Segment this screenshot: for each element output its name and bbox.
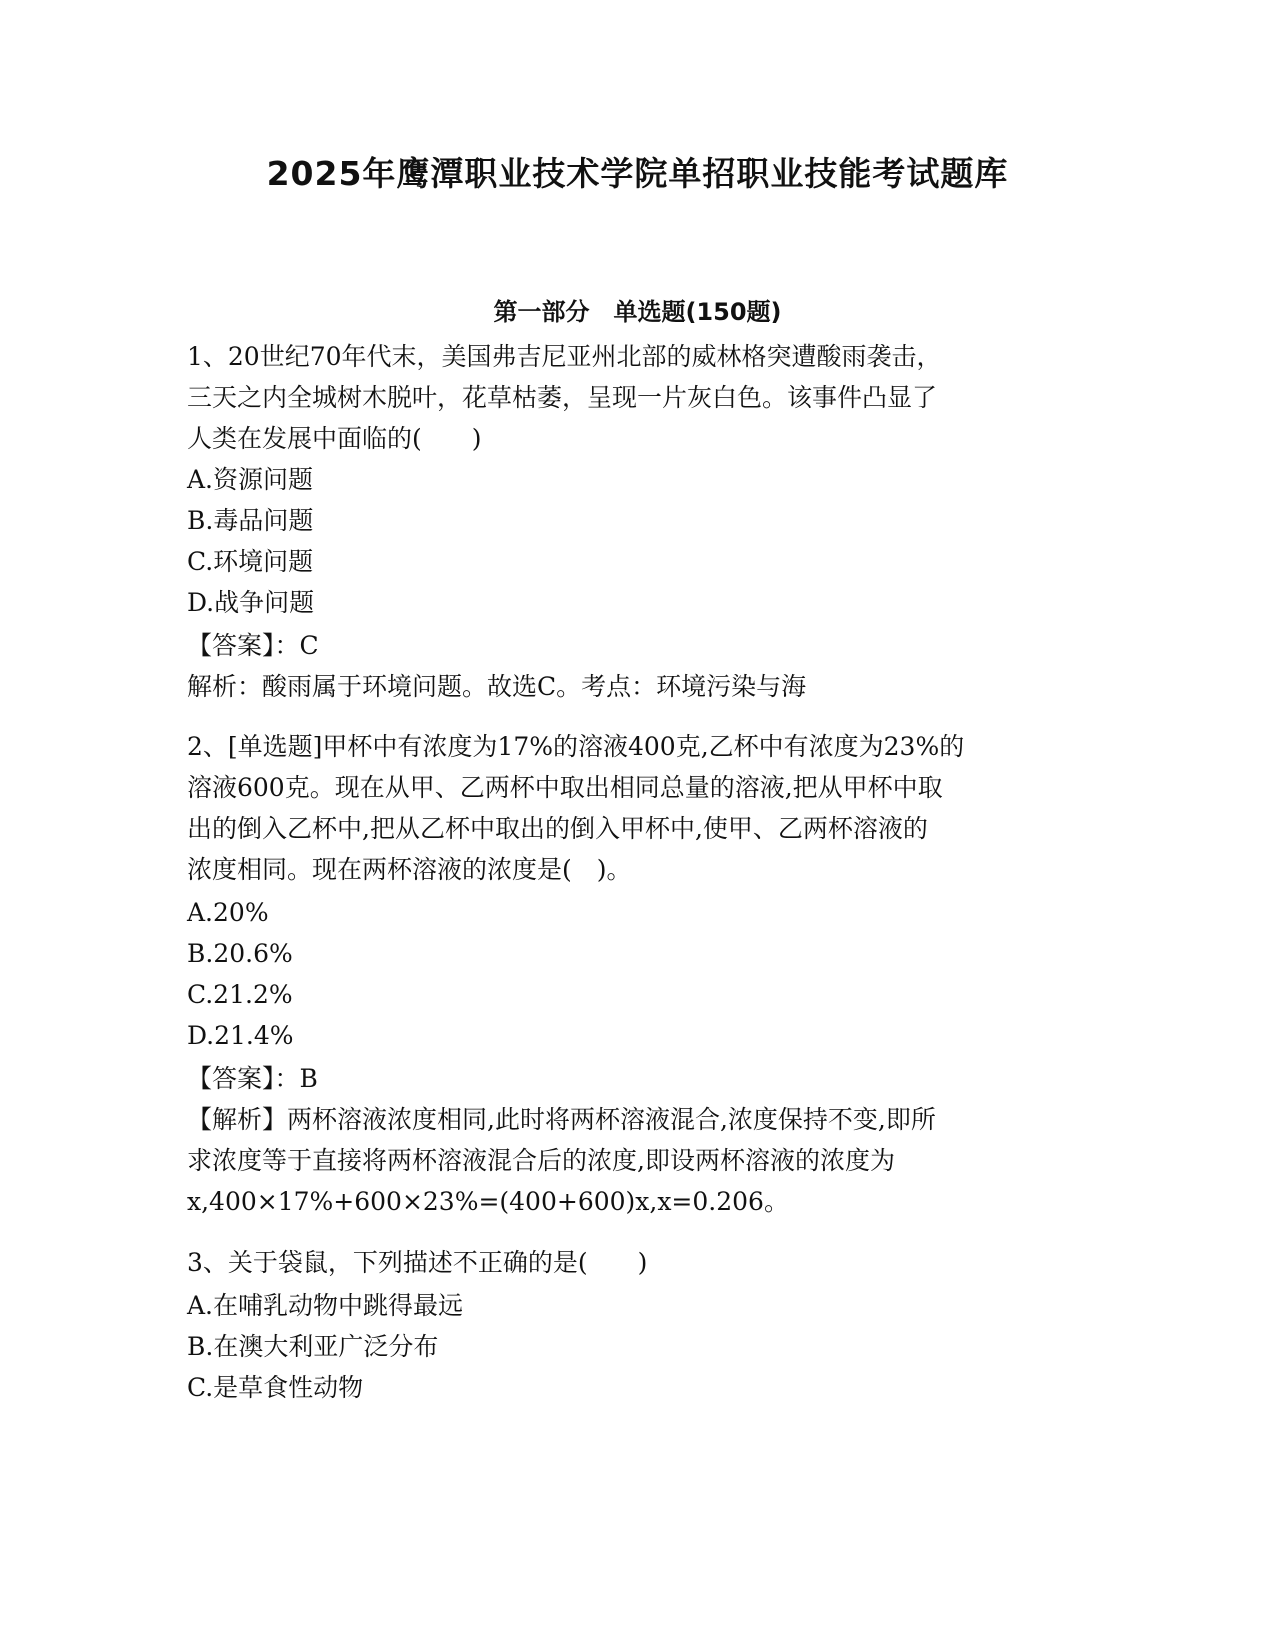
question-2-analysis-line: 【解析】两杯溶液浓度相同,此时将两杯溶液混合,浓度保持不变,即所: [187, 1105, 936, 1134]
question-3-stem-line: 3、关于袋鼠，下列描述不正确的是( ): [187, 1248, 648, 1277]
question-1-option-c: C.环境问题: [187, 547, 314, 576]
question-2-stem-line: 出的倒入乙杯中,把从乙杯中取出的倒入甲杯中,使甲、乙两杯溶液的: [187, 814, 928, 843]
question-3-option-b: B.在澳大利亚广泛分布: [187, 1332, 439, 1361]
question-2-answer: 【答案】：B: [187, 1064, 318, 1093]
question-1-stem-line: 三天之内全城树木脱叶，花草枯萎，呈现一片灰白色。该事件凸显了: [187, 383, 938, 412]
question-2-option-b: B.20.6%: [187, 939, 293, 968]
question-2-stem-line: 2、[单选题]甲杯中有浓度为17%的溶液400克,乙杯中有浓度为23%的: [187, 732, 965, 761]
question-1-option-b: B.毒品问题: [187, 506, 314, 535]
question-2-option-c: C.21.2%: [187, 980, 293, 1009]
question-2-stem-line: 溶液600克。现在从甲、乙两杯中取出相同总量的溶液,把从甲杯中取: [187, 773, 943, 802]
question-1-option-d: D.战争问题: [187, 588, 315, 617]
question-1-answer: 【答案】：C: [187, 631, 319, 660]
question-2-analysis-line: x,400×17%+600×23%=(400+600)x,x=0.206。: [187, 1187, 789, 1216]
document-title: 2025年鹰潭职业技术学院单招职业技能考试题库: [266, 154, 1009, 193]
question-1-stem-line: 人类在发展中面临的( ): [187, 424, 482, 453]
question-3-option-a: A.在哺乳动物中跳得最远: [187, 1291, 464, 1320]
question-2-stem-line: 浓度相同。现在两杯溶液的浓度是( )。: [187, 855, 632, 884]
question-2-analysis-line: 求浓度等于直接将两杯溶液混合后的浓度,即设两杯溶液的浓度为: [187, 1146, 895, 1175]
question-1-stem-line: 1、20世纪70年代末，美国弗吉尼亚州北部的威林格突遭酸雨袭击，: [187, 342, 942, 371]
question-1-analysis: 解析：酸雨属于环境问题。故选C。考点：环境污染与海: [187, 672, 807, 701]
question-2-option-a: A.20%: [187, 898, 269, 927]
question-1-option-a: A.资源问题: [187, 465, 314, 494]
section-heading: 第一部分 单选题(150题): [493, 298, 782, 326]
question-2-option-d: D.21.4%: [187, 1021, 294, 1050]
question-3-option-c: C.是草食性动物: [187, 1373, 364, 1402]
